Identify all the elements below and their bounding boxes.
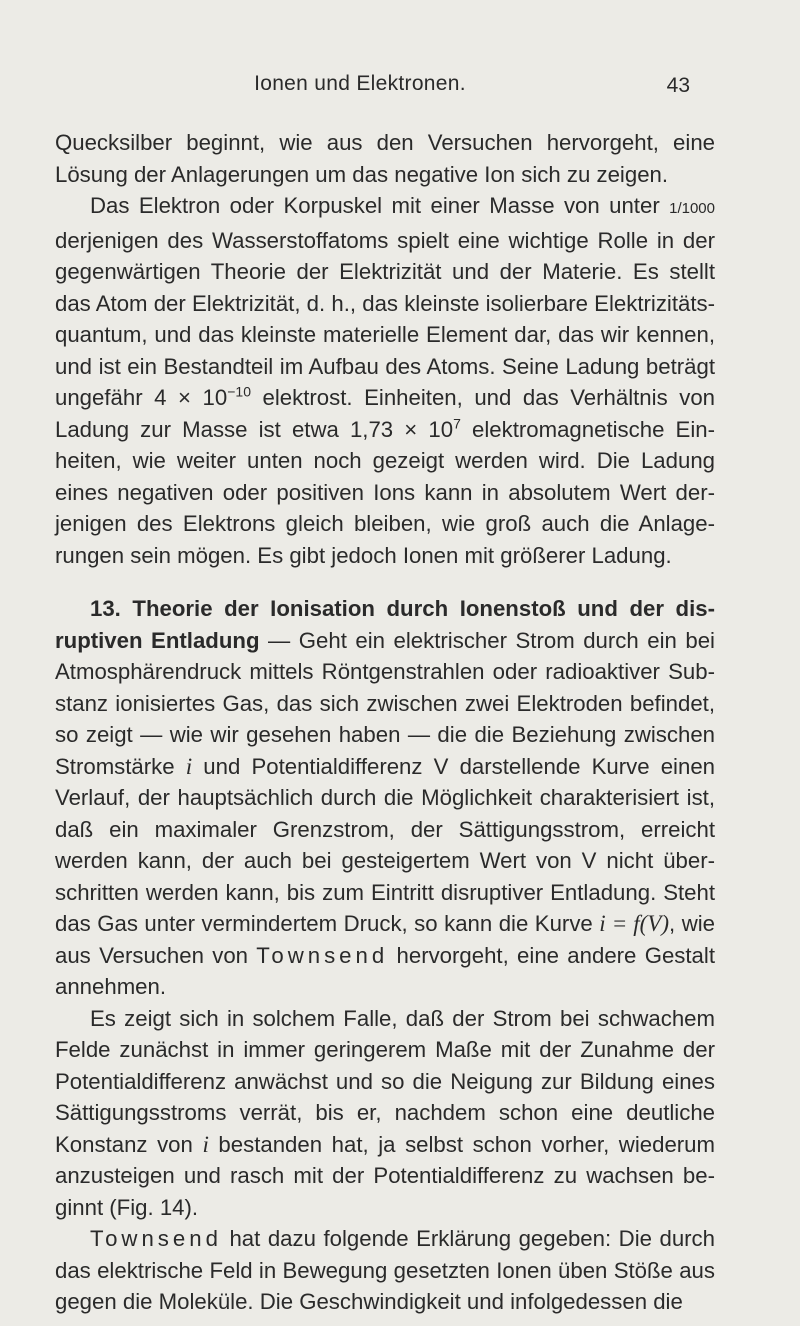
body-text	[55, 127, 715, 1318]
paragraph-2-text-b: derjenigen des Wasserstoffatoms spielt eine wichtige Rolle in der gegenwärtigen Theorie der Elektrizität und der Materie. Es stellt das Atom der Elektrizität, d. h., das kleinste isolierbare Elektrizitäts-quantum, und das kleinste materielle Element dar, das wir kennen, und ist ein Bestandteil im Aufbau des Atoms. Seine Ladung beträgt ungefähr 4 × 10	[55, 227, 715, 410]
exponent-charge: −10	[227, 383, 251, 400]
author-name: Townsend	[90, 1226, 222, 1251]
exponent-ratio: 7	[453, 415, 461, 432]
paragraph-2	[55, 190, 715, 571]
section-heading: 13. Theorie der Ionisation durch Ionenstoß und der dis-ruptiven Entladung	[55, 596, 715, 653]
paragraph-5	[55, 1223, 715, 1318]
paragraph-3-text-a: — Geht ein elektrischer Strom durch ein bei Atmosphärendruck mittels Röntgenstrahlen oder radioaktiver Sub-stanz ionisiertes Gas, das sich zwischen zwei Elektroden befindet, so zeigt — wie wir gesehen haben — die die Beziehung zwischen Stromstärke	[55, 627, 715, 779]
fraction: 1/1000	[669, 200, 715, 217]
paragraph-3-text-b: und Potentialdifferenz V darstellende Kurve einen Verlauf, der hauptsächlich durch die Möglichkeit charakterisiert ist, daß ein maximaler Grenzstrom, der Sättigungsstrom, erreicht werden kann, der auch bei gesteigertem Wert von V nicht über-schritten werden kann, bis zum Eintritt disruptiver Entladung. Steht das Gas unter vermindertem Druck, so kann die Kurve	[55, 753, 715, 936]
paragraph-5-text: hat dazu folgende Erklärung gegeben: Die durch das elektrische Feld in Bewegung gesetzten Ionen üben Stöße aus gegen die Moleküle. Die Geschwindigkeit und infolgedessen die	[55, 1226, 715, 1314]
running-head	[0, 72, 800, 102]
variable-i: i	[202, 1131, 209, 1157]
paragraph-2-text-c: elektrost. Einheiten, und das Verhältnis von Ladung zur Masse ist etwa 1,73 × 10	[55, 385, 715, 442]
paragraph-2-text-d: elektromagnetische Ein-heiten, wie weiter unten noch gezeigt werden wird. Die Ladung eines negativen oder positiven Ions kann in absolutem Wert der-jenigen des Elektrons gleich bleiben, wie groß auch die Anlage-rungen sein mögen. Es gibt jedoch Ionen mit größerer Ladung.	[55, 416, 716, 568]
paragraph-4	[55, 1003, 715, 1224]
paragraph-3-text-d: hervorgeht, eine andere Gestalt annehmen.	[55, 942, 715, 999]
paragraph-2-text-a: Das Elektron oder Korpuskel mit einer Masse von unter	[90, 193, 670, 218]
paragraph-1	[55, 127, 715, 190]
paragraph-4-text-a: Es zeigt sich in solchem Falle, daß der Strom bei schwachem Felde zunächst in immer geringerem Maße mit der Zunahme der Potentialdifferenz anwächst und so die Neigung zur Bildung eines Sättigungsstroms verrät, bis er, nachdem schon eine deutliche Konstanz von	[55, 1005, 715, 1157]
formula: i = f(V)	[599, 911, 670, 936]
paragraph-1-text: Quecksilber beginnt, wie aus den Versuchen hervorgeht, eine Lösung der Anlagerungen um das negative Ion sich zu zeigen.	[55, 130, 715, 187]
paragraph-4-text-b: bestanden hat, ja selbst schon vorher, wiederum anzusteigen und rasch mit der Potentialdifferenz zu wachsen be-ginnt (Fig. 14).	[55, 1131, 715, 1220]
page-number: 43	[666, 74, 690, 97]
author-name: Townsend	[256, 942, 389, 968]
variable-i: i	[185, 753, 193, 779]
paragraph-3-text-c: , wie aus Versuchen von	[55, 911, 715, 968]
paragraph-3	[55, 593, 715, 1003]
running-title: Ionen und Elektronen.	[254, 72, 466, 95]
